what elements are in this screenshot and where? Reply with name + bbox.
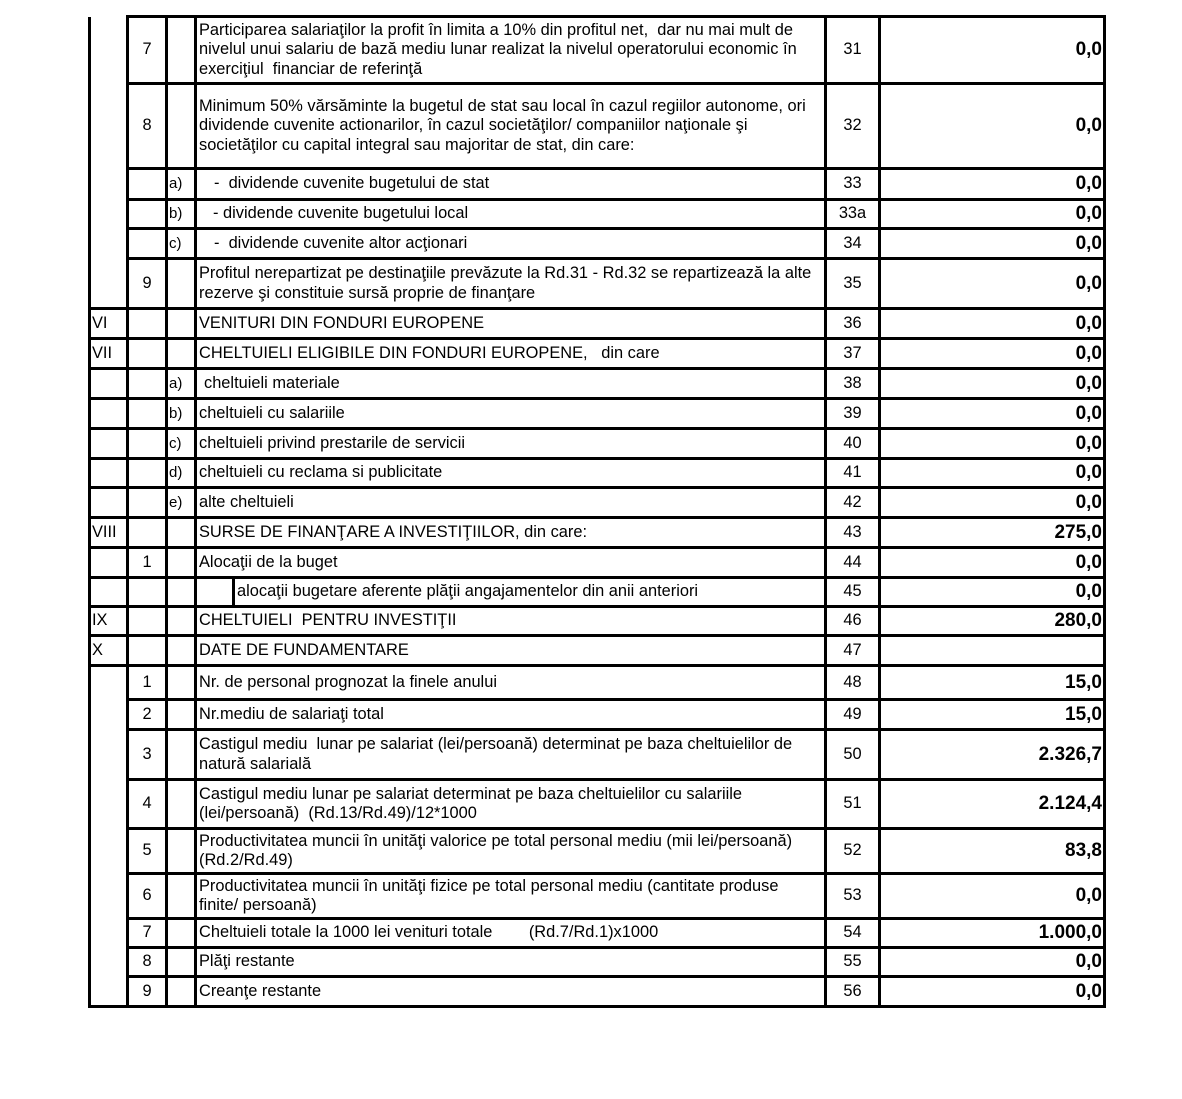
table-row xyxy=(90,548,1105,578)
table-row xyxy=(90,700,1105,730)
row-number-cell xyxy=(128,636,167,666)
row-code-cell: 55 xyxy=(826,948,880,977)
row-section-cell xyxy=(90,399,128,429)
table-row xyxy=(90,84,1105,169)
row-description-text: DATE DE FUNDAMENTARE xyxy=(199,640,409,659)
row-letter-cell xyxy=(167,259,196,309)
row-description xyxy=(196,399,826,429)
row-value-cell: 0,0 xyxy=(880,459,1105,488)
row-letter-cell xyxy=(167,548,196,578)
row-value-cell: 0,0 xyxy=(880,339,1105,369)
row-code-cell: 44 xyxy=(826,548,880,578)
table-row xyxy=(90,459,1105,488)
row-code-cell: 48 xyxy=(826,666,880,700)
table-row xyxy=(90,259,1105,309)
row-description xyxy=(196,229,826,259)
row-number-cell xyxy=(128,607,167,636)
row-value-cell: 0,0 xyxy=(880,369,1105,399)
row-letter-cell xyxy=(167,700,196,730)
row-value-cell: 0,0 xyxy=(880,429,1105,459)
row-description-text: Profitul nerepartizat pe destinaţiile prevăzute la Rd.31 - Rd.32 se repartizează la alte rezerve şi constituie sursă proprie de finanţare xyxy=(199,264,812,302)
row-description xyxy=(196,259,826,309)
table-row xyxy=(90,488,1105,518)
row-number-cell xyxy=(128,488,167,518)
row-value-cell: 0,0 xyxy=(880,578,1105,607)
row-number-cell: 7 xyxy=(128,919,167,948)
row-description xyxy=(196,780,826,829)
row-description-text: cheltuieli materiale xyxy=(204,373,340,392)
row-letter-cell xyxy=(167,84,196,169)
table-row xyxy=(90,730,1105,780)
row-description xyxy=(196,339,826,369)
row-letter-cell: a) xyxy=(167,369,196,399)
row-section-cell: VI xyxy=(90,309,128,339)
row-number-cell: 5 xyxy=(128,829,167,874)
row-description-text: Minimum 50% vărsăminte la bugetul de stat sau local în cazul regiilor autonome, ori dividende cuvenite actionarilor, în cazul societăţilor/ companiilor naţionale şi societăţilor cu capital integral sau majoritar de stat, din care: xyxy=(199,96,806,154)
row-description-text: CHELTUIELI PENTRU INVESTIŢII xyxy=(199,611,457,630)
row-description-text: Participarea salariaţilor la profit în limita a 10% din profitul net, dar nu mai mult de nivelul unui salariu de bază mediu lunar realizat la nivelul operatorului economic în exerciţiul financiar de referinţă xyxy=(199,20,797,78)
row-value-cell: 15,0 xyxy=(880,700,1105,730)
table-row xyxy=(90,874,1105,919)
row-description-text: alte cheltuieli xyxy=(199,492,294,511)
row-description xyxy=(196,977,826,1007)
row-letter-cell xyxy=(167,780,196,829)
table-row xyxy=(90,607,1105,636)
row-section-cell xyxy=(90,369,128,399)
row-description xyxy=(196,874,826,919)
row-section-cell: VII xyxy=(90,339,128,369)
row-letter-cell xyxy=(167,977,196,1007)
row-code-cell: 33 xyxy=(826,169,880,200)
row-value-cell: 0,0 xyxy=(880,169,1105,200)
row-letter-cell: a) xyxy=(167,169,196,200)
row-code-cell: 45 xyxy=(826,578,880,607)
row-section-cell xyxy=(90,488,128,518)
row-description-text: Plăţi restante xyxy=(199,952,295,971)
row-description-text: Castigul mediu lunar pe salariat (lei/persoană) determinat pe baza cheltuielilor de natură salarială xyxy=(199,735,793,773)
table-row xyxy=(90,399,1105,429)
row-letter-cell xyxy=(167,874,196,919)
row-description-text: alocaţii bugetare aferente plăţii angajamentelor din anii anteriori xyxy=(237,582,699,601)
table-row xyxy=(90,666,1105,700)
table-row xyxy=(90,229,1105,259)
row-letter-cell xyxy=(167,919,196,948)
row-letter-cell xyxy=(167,607,196,636)
row-value-cell: 275,0 xyxy=(880,518,1105,548)
row-description-text: SURSE DE FINANŢARE A INVESTIŢIILOR, din care: xyxy=(199,522,588,541)
table-row xyxy=(90,339,1105,369)
row-letter-cell xyxy=(167,948,196,977)
row-number-cell: 7 xyxy=(128,17,167,84)
row-description-text: cheltuieli cu salariile xyxy=(199,403,345,422)
row-description-text: Alocaţii de la buget xyxy=(199,552,338,571)
row-section-cell xyxy=(90,429,128,459)
row-number-cell xyxy=(128,578,167,607)
row-description xyxy=(196,607,826,636)
row-description xyxy=(196,919,826,948)
row-number-cell: 1 xyxy=(128,548,167,578)
row-code-cell: 42 xyxy=(826,488,880,518)
table-row xyxy=(90,977,1105,1007)
row-description xyxy=(196,948,826,977)
row-code-cell: 40 xyxy=(826,429,880,459)
row-code-cell: 41 xyxy=(826,459,880,488)
row-value-cell: 0,0 xyxy=(880,488,1105,518)
row-description xyxy=(196,829,826,874)
table-row xyxy=(90,636,1105,666)
row-code-cell: 43 xyxy=(826,518,880,548)
budget-table-body xyxy=(90,17,1105,1007)
row-description-text: - dividende cuvenite altor acţionari xyxy=(214,233,468,252)
row-code-cell: 47 xyxy=(826,636,880,666)
row-code-cell: 32 xyxy=(826,84,880,169)
row-value-cell: 0,0 xyxy=(880,84,1105,169)
row-letter-cell xyxy=(167,730,196,780)
row-code-cell: 53 xyxy=(826,874,880,919)
row-value-cell: 0,0 xyxy=(880,309,1105,339)
row-description xyxy=(196,459,826,488)
row-value-cell: 2.124,4 xyxy=(880,780,1105,829)
row-code-cell: 31 xyxy=(826,17,880,84)
row-description xyxy=(196,578,826,607)
row-description-text: cheltuieli privind prestarile de servicii xyxy=(199,433,466,452)
row-number-cell: 8 xyxy=(128,948,167,977)
table-row xyxy=(90,578,1105,607)
table-row xyxy=(90,829,1105,874)
table-row xyxy=(90,919,1105,948)
row-description-text: cheltuieli cu reclama si publicitate xyxy=(199,463,443,482)
row-section-cell xyxy=(90,666,128,1007)
row-value-cell: 15,0 xyxy=(880,666,1105,700)
row-number-cell: 2 xyxy=(128,700,167,730)
row-code-cell: 39 xyxy=(826,399,880,429)
table-row xyxy=(90,429,1105,459)
row-code-cell: 49 xyxy=(826,700,880,730)
table-row xyxy=(90,169,1105,200)
row-code-cell: 56 xyxy=(826,977,880,1007)
table-row xyxy=(90,780,1105,829)
row-code-cell: 37 xyxy=(826,339,880,369)
row-value-cell: 1.000,0 xyxy=(880,919,1105,948)
row-letter-cell xyxy=(167,636,196,666)
row-description xyxy=(196,488,826,518)
row-number-cell: 6 xyxy=(128,874,167,919)
row-code-cell: 52 xyxy=(826,829,880,874)
row-description xyxy=(196,700,826,730)
row-description xyxy=(196,429,826,459)
table-row xyxy=(90,518,1105,548)
row-description-text: CHELTUIELI ELIGIBILE DIN FONDURI EUROPENE, din care xyxy=(199,343,660,362)
row-description-text: Nr. de personal prognozat la finele anului xyxy=(199,672,497,691)
row-description xyxy=(196,200,826,229)
row-letter-cell: e) xyxy=(167,488,196,518)
row-section-cell: IX xyxy=(90,607,128,636)
sub-indent-cell xyxy=(197,579,235,605)
row-value-cell: 0,0 xyxy=(880,399,1105,429)
row-description xyxy=(196,309,826,339)
table-row xyxy=(90,200,1105,229)
row-description-text: - dividende cuvenite bugetului de stat xyxy=(214,174,490,193)
row-code-cell: 54 xyxy=(826,919,880,948)
row-letter-cell xyxy=(167,17,196,84)
row-description-text: - dividende cuvenite bugetului local xyxy=(213,204,469,223)
row-value-cell: 280,0 xyxy=(880,607,1105,636)
row-section-cell xyxy=(90,17,128,309)
row-description xyxy=(196,169,826,200)
table-row xyxy=(90,309,1105,339)
row-letter-cell xyxy=(167,829,196,874)
row-section-cell: VIII xyxy=(90,518,128,548)
row-code-cell: 36 xyxy=(826,309,880,339)
row-letter-cell: b) xyxy=(167,200,196,229)
row-letter-cell: b) xyxy=(167,399,196,429)
table-row xyxy=(90,948,1105,977)
row-code-cell: 38 xyxy=(826,369,880,399)
row-letter-cell: c) xyxy=(167,229,196,259)
row-description xyxy=(196,17,826,84)
row-description-text: Productivitatea muncii în unităţi valorice pe total personal mediu (mii lei/persoană) (Rd.2/Rd.49) xyxy=(199,831,793,869)
row-section-cell xyxy=(90,578,128,607)
row-letter-cell xyxy=(167,666,196,700)
row-value-cell: 2.326,7 xyxy=(880,730,1105,780)
row-number-cell xyxy=(128,369,167,399)
row-number-cell xyxy=(128,339,167,369)
row-section-cell xyxy=(90,548,128,578)
row-value-cell: 0,0 xyxy=(880,548,1105,578)
row-number-cell: 9 xyxy=(128,977,167,1007)
table-row xyxy=(90,369,1105,399)
table-row xyxy=(90,17,1105,84)
row-number-cell: 1 xyxy=(128,666,167,700)
row-value-cell: 0,0 xyxy=(880,874,1105,919)
row-number-cell xyxy=(128,518,167,548)
row-number-cell: 3 xyxy=(128,730,167,780)
row-value-cell: 0,0 xyxy=(880,948,1105,977)
row-letter-cell: c) xyxy=(167,429,196,459)
row-number-cell xyxy=(128,429,167,459)
row-letter-cell: d) xyxy=(167,459,196,488)
row-code-cell: 34 xyxy=(826,229,880,259)
row-section-cell xyxy=(90,459,128,488)
row-description xyxy=(196,369,826,399)
row-number-cell: 4 xyxy=(128,780,167,829)
row-value-cell: 0,0 xyxy=(880,977,1105,1007)
row-section-cell: X xyxy=(90,636,128,666)
row-description-text: Productivitatea muncii în unităţi fizice pe total personal mediu (cantitate produse finite/ persoană) xyxy=(199,876,779,914)
row-value-cell: 0,0 xyxy=(880,259,1105,309)
row-value-cell: 83,8 xyxy=(880,829,1105,874)
row-letter-cell xyxy=(167,309,196,339)
row-description xyxy=(196,636,826,666)
row-code-cell: 51 xyxy=(826,780,880,829)
budget-table xyxy=(88,15,1106,1008)
row-description-text: VENITURI DIN FONDURI EUROPENE xyxy=(199,313,485,332)
row-number-cell xyxy=(128,309,167,339)
row-number-cell xyxy=(128,229,167,259)
row-description xyxy=(196,84,826,169)
row-code-cell: 35 xyxy=(826,259,880,309)
row-description xyxy=(196,666,826,700)
row-value-cell: 0,0 xyxy=(880,17,1105,84)
row-number-cell: 9 xyxy=(128,259,167,309)
row-description xyxy=(196,730,826,780)
row-letter-cell xyxy=(167,518,196,548)
row-description-text: Cheltuieli totale la 1000 lei venituri totale (Rd.7/Rd.1)x1000 xyxy=(199,923,659,942)
row-letter-cell xyxy=(167,578,196,607)
row-value-cell xyxy=(880,636,1105,666)
row-description xyxy=(196,548,826,578)
row-number-cell xyxy=(128,169,167,200)
row-description-text: Nr.mediu de salariaţi total xyxy=(199,704,384,723)
row-value-cell: 0,0 xyxy=(880,229,1105,259)
row-code-cell: 33a xyxy=(826,200,880,229)
row-code-cell: 50 xyxy=(826,730,880,780)
row-value-cell: 0,0 xyxy=(880,200,1105,229)
row-code-cell: 46 xyxy=(826,607,880,636)
row-number-cell xyxy=(128,459,167,488)
row-description xyxy=(196,518,826,548)
row-description-text: Creanţe restante xyxy=(199,981,322,1000)
row-number-cell xyxy=(128,200,167,229)
row-description-text: Castigul mediu lunar pe salariat determinat pe baza cheltuielilor cu salariile (lei/persoană) (Rd.13/Rd.49)/12*1000 xyxy=(199,784,742,822)
row-letter-cell xyxy=(167,339,196,369)
row-number-cell xyxy=(128,399,167,429)
row-number-cell: 8 xyxy=(128,84,167,169)
